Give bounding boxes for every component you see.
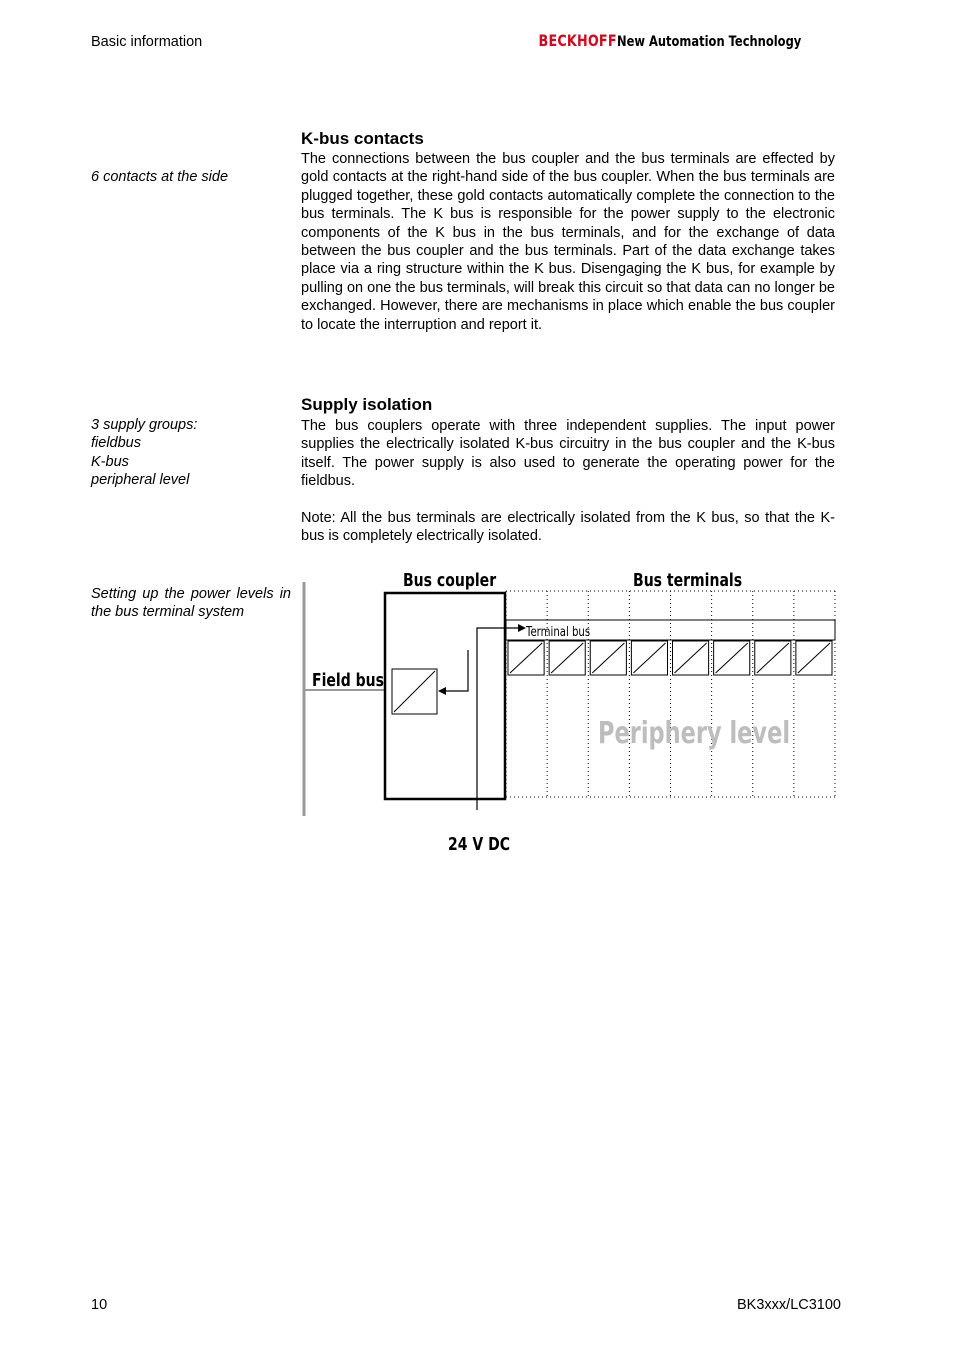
- page-number: 10: [91, 1297, 108, 1313]
- document-id: BK3xxx/LC3100: [737, 1297, 841, 1313]
- label-bus-terminals: Bus terminals: [633, 569, 743, 591]
- terminal-converter: [590, 641, 626, 675]
- bus-terminals-block: [506, 591, 835, 797]
- terminal-converter: [796, 641, 832, 675]
- brand-tagline: New Automation Technology: [617, 34, 802, 50]
- label-periphery-level: Periphery level: [598, 715, 791, 751]
- terminal-converter: [714, 641, 750, 675]
- terminal-converter: [508, 641, 544, 675]
- brand-logo: [519, 31, 842, 51]
- terminal-converter: [631, 641, 667, 675]
- header-section-title: Basic information: [91, 34, 203, 50]
- side-note-line: 3 supply groups:: [91, 417, 198, 433]
- paragraph-kbus: The connections between the bus coupler and the bus terminals are effected by gold contacts at the right-hand side of the bus coupler. When the bus terminals are plugged together, these gold contacts automatically complete the connection to the bus terminals. The K bus is responsible for the power supply to the electronic components of the K bus in the bus terminals, and for the exchange of data between the bus coupler and the bus terminals. Part of the data exchange takes place via a ring structure within the K bus. Disengaging the K bus, for example by pulling on one the bus terminals, will break this circuit so that data can no longer be exchanged. However, there are mechanisms in place which enable the bus coupler to locate the interruption and report it.: [301, 151, 835, 333]
- brand-name: BECKHOFF: [538, 31, 617, 50]
- side-note-line: peripheral level: [91, 472, 190, 489]
- heading-kbus-contacts: K-bus contacts: [301, 129, 424, 148]
- terminal-converter: [673, 641, 709, 675]
- label-bus-coupler: Bus coupler: [403, 569, 497, 591]
- side-note-line: K-bus: [91, 453, 129, 470]
- label-field-bus: Field bus: [312, 669, 385, 691]
- terminal-converter: [549, 641, 585, 675]
- side-note-kbus: 6 contacts at the side: [91, 169, 229, 185]
- heading-supply-isolation: Supply isolation: [301, 395, 433, 414]
- paragraph-note: Note: All the bus terminals are electrically isolated from the K bus, so that the K-bus is completely electrically isolated.: [301, 510, 835, 545]
- side-note-figure: Setting up the power levels in the bus terminal system: [91, 586, 291, 621]
- paragraph-supply: The bus couplers operate with three independent supplies. The input power supplies the electrically isolated K-bus circuitry in the bus coupler and the K-bus itself. The power supply is also used to generate the operating power for the fieldbus.: [301, 418, 835, 490]
- side-note-line: fieldbus: [91, 435, 141, 452]
- label-supply-voltage: 24 V DC: [448, 833, 511, 855]
- side-note-supply-groups: [91, 416, 291, 490]
- power-levels-diagram: [300, 562, 840, 862]
- label-terminal-bus: Terminal bus: [526, 623, 591, 640]
- terminal-converter: [755, 641, 791, 675]
- arrow-to-terminal-bus: [518, 624, 526, 632]
